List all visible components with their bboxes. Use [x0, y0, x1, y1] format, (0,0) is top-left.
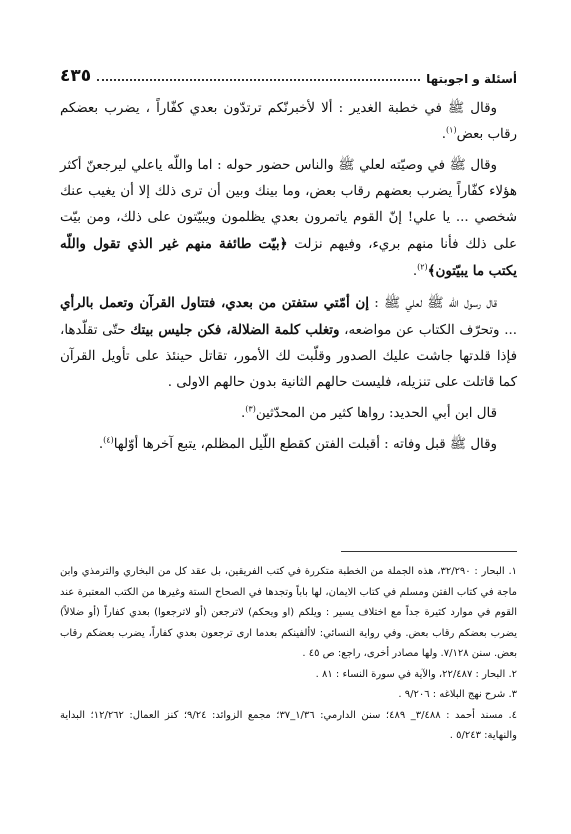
paragraph-text: قال ابن أبي الحديد: رواها كثير من المحدّثين	[255, 406, 497, 421]
paragraph-text: وقال ﷺ قبل وفاته : أقبلت الفتن كقطع اللّيل المظلم، يتبع آخرها أوّلها	[113, 437, 497, 452]
footnote-3: ٣. شرح نهج البلاغه : ٩/٢٠٦ .	[398, 689, 517, 700]
paragraph-will-to-ali	[60, 153, 517, 285]
paragraph-end: .	[412, 264, 418, 279]
main-text	[60, 96, 517, 463]
footnote-4: ٤. مسند أحمد : ٣/٤٨٨_ ٤٨٩؛ سنن الدارمي: ١/٣٦_٣٧؛ مجمع الزوائد: ٩/٢٤؛ كنز العمال: ١٢/٢٦٢؛ البداية والنهاية: ٥/٢٤٣ .	[60, 709, 518, 741]
hadith-bold-text: إن أمّتي ستفتن من بعدي، فتتاول القرآن وتعمل بالرأي	[60, 295, 369, 311]
header-dot-leader	[97, 79, 420, 81]
paragraph-ibn-abi-al-hadid	[60, 401, 517, 427]
paragraph-end: .	[98, 437, 104, 452]
hadith-bold-text: وتغلب كلمة الضلالة، فكن جليس بيتك	[130, 322, 340, 338]
footnote-ref: (٢)	[417, 262, 428, 272]
paragraph-ghadir-sermon	[60, 96, 517, 148]
paragraph-text: وقال ﷺ في خطبة الغدير : ألا لأخبرنّكم ترتدّون بعدي كفّاراً ، يضرب بعضكم رقاب بعض	[60, 101, 517, 142]
page-number: ٤٣٥	[60, 66, 92, 86]
paragraph-text: ... وتحرّف الكتاب عن مواضعه،	[344, 323, 517, 338]
paragraph-end: .	[241, 406, 246, 421]
header-title: أسئلة و اجوبتها	[426, 72, 517, 86]
footnote-ref: (٣)	[245, 404, 256, 414]
paragraph-text: وقال ﷺ في وصيّته لعلي ﷺ والناس حضور حوله : اما واللّه ياعلي ليرجعنّ أكثر هؤلاء كفّاراً يضرب بعضهم رقاب بعض، وما بينك وبين أن ترى ذلك إلا أن يغيب عنك شخصي ... يا علي! إنّ القوم ياتمرون بعدي يظلمون ويبيّتون على ذلك، ومن بيّت على ذلك فأنا منهم بريء، وفيهم نزلت	[60, 158, 518, 252]
paragraph-fitna-hadith	[60, 290, 517, 396]
paragraph-before-death	[60, 432, 517, 458]
running-header	[60, 64, 517, 86]
footnotes	[60, 562, 517, 747]
quran-verse: ﴿بيّت طائفة منهم غير الذي تقول واللّه يكتب ما يبيّتون﴾	[60, 236, 517, 279]
footnote-1: ١. البحار : ٣٢/٢٩٠، هذه الجملة من الخطبة متكررة في كتب الفريقين، بل عقد كل من البخاري والترمذي وابن ماجة في كتاب الفتن ومسلم في كتاب الايمان، لها باباً وتجدها في الصحاح الستة وغيرها من الكتب المعتبرة عند القوم في موارد كثيرة جداً مع اختلاف يسير : ويلكم (او ويحكم) لاترجعن (أو لاترجعوا) بعدي كفاراً (أو ضلالاً) يضرب بعضكم رقاب بعض. وفي رواية النسائي: لاألفينكم بعدما ارى ترجعون بعدي كفاراً، يضرب بعضكم رقاب بعض. سنن ٧/١٢٨. ولها مصادر أخرى، راجع: ص ٤٥ .	[60, 566, 517, 659]
paragraph-end: .	[441, 127, 447, 142]
paragraph-text: حتّى تقلّدها، فإذا قلدتها جاشت عليك الصدور وقلّبت لك الأمور، تقاتل حينئذ على تأويل القرآن كما قاتلت على تنزيله، فليست حالهم الثانية بدون حالهم الاولى .	[60, 323, 517, 390]
paragraph-text: قال رسول اللّه ﷺ لعلي ﷺ :	[374, 296, 497, 311]
footnote-ref: (١)	[446, 125, 457, 135]
footnote-2: ٢. البحار : ٢٢/٤٨٧، والآية في سورة النساء : ٨١ .	[315, 668, 517, 680]
footnote-divider	[341, 551, 517, 552]
footnote-ref: (٤)	[103, 435, 114, 445]
